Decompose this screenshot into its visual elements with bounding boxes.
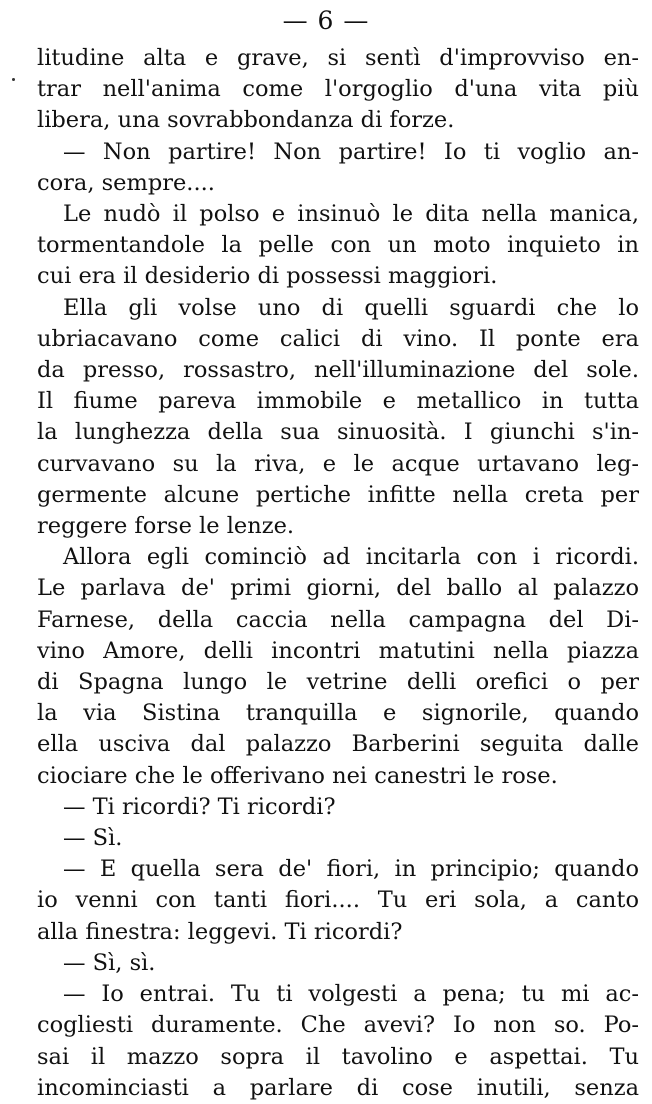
text-line: — E quella sera de' fiori, in principio; quando [63,856,639,883]
paragraph [37,854,639,948]
paragraph [37,293,639,543]
paragraph [37,542,639,792]
text-line: curvavano su la riva, e le acque urtavano leg- [37,450,639,477]
text-line: io venni con tanti fiori.... Tu eri sola, a canto [37,887,639,914]
text-line: — Ti ricordi? Ti ricordi? [63,793,336,820]
text-line: — Sì. [63,825,123,852]
text-line: Ella gli volse uno di quelli sguardi che lo [63,294,639,321]
text-line: ubriacavano come calici di vino. Il ponte era [37,325,639,352]
text-line: ciociare che le offerivano nei canestri le rose. [37,762,558,789]
text-line: cui era il desiderio di possessi maggiori. [37,263,498,290]
text-line: libera, una sovrabbondanza di forze. [37,107,455,134]
text-line: di Spagna lungo le vetrine delli orefici o per [37,669,639,696]
text-line: incominciasti a parlare di cose inutili, senza [37,1074,639,1101]
paragraph [37,43,639,137]
text-line: da presso, rossastro, nell'illuminazione del sole. [37,357,639,384]
text-line: la via Sistina tranquilla e signorile, quando [37,700,639,727]
text-line: germente alcune pertiche infitte nella creta per [37,481,639,508]
text-line: sai il mazzo sopra il tavolino e aspettai. Tu [37,1043,639,1070]
text-line: litudine alta e grave, si sentì d'improvviso en- [37,45,639,71]
text-line: trar nell'anima come l'orgoglio d'una vita più [37,76,639,103]
paragraph [37,137,639,199]
paragraph [37,979,639,1104]
text-line: Allora egli cominciò ad incitarla con i ricordi. [63,544,639,571]
text-line: — Sì, sì. [63,949,156,976]
text-line: tormentandole la pelle con un moto inquieto in [37,232,639,259]
text-line: — Io entrai. Tu ti volgesti a pena; tu mi ac- [63,981,639,1008]
text-line: cogliesti duramente. Che avevi? Io non so. Po- [37,1012,639,1039]
text-line: Le nudò il polso e insinuò le dita nella manica, [63,201,639,228]
text-line: vino Amore, delli incontri matutini nella piazza [37,637,639,664]
text-line: — Non partire! Non partire! Io ti voglio an- [63,138,639,165]
text-line: Il fiume pareva immobile e metallico in tutta [37,388,639,415]
body-text [37,43,639,1104]
paragraph [37,199,639,293]
text-line: alla finestra: leggevi. Ti ricordi? [37,918,403,945]
text-line: Le parlava de' primi giorni, del ballo al palazzo [37,575,639,602]
text-line: ella usciva dal palazzo Barberini seguita dalle [37,731,639,758]
paragraph [37,792,639,823]
paragraph [37,948,639,979]
ink-speck [12,78,15,81]
text-line: la lunghezza della sua sinuosità. I giunchi s'in- [37,419,639,446]
page-number: — 6 — [282,6,370,35]
text-line: reggere forse le lenze. [37,513,295,540]
paragraph [37,823,639,854]
text-line: Farnese, della caccia nella campagna del Di- [37,606,639,633]
text-line: cora, sempre.... [37,169,215,196]
